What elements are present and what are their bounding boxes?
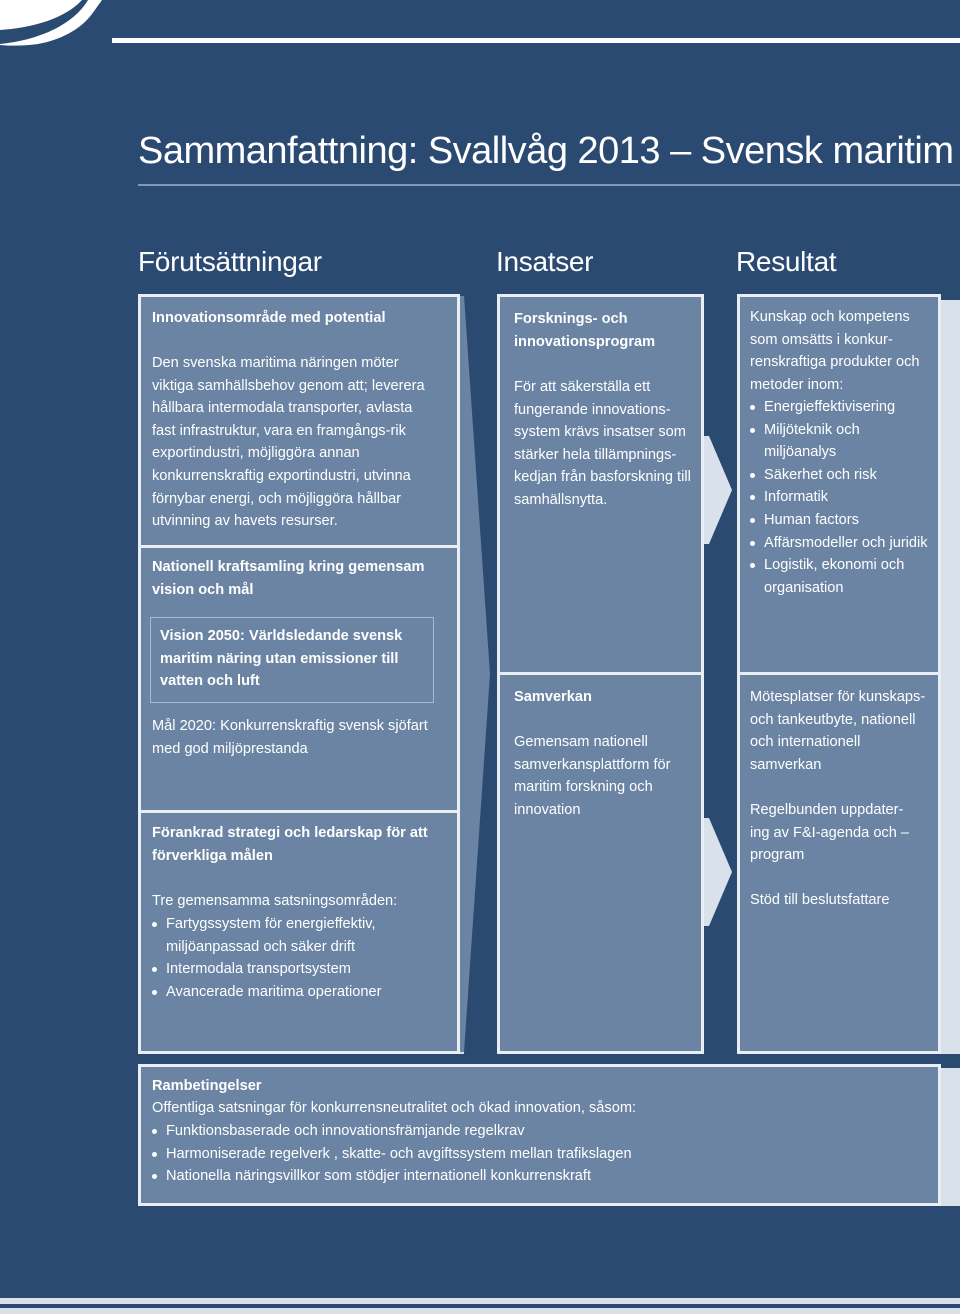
list-item: Energieffektivisering	[750, 396, 930, 419]
column-heading-insatser: Insatser	[496, 246, 594, 277]
goal-text: Mål 2020: Konkurrenskraftig svensk sjöfart med god miljöprestanda	[152, 718, 428, 757]
column-heading-resultat: Resultat	[736, 246, 837, 277]
list-item: Informatik	[750, 486, 930, 509]
result-beslutsfattare: Stöd till beslutsfattare	[750, 892, 890, 908]
section-heading-program: Forsknings- och innovationsprogram	[514, 311, 656, 350]
satsning-intro: Tre gemensamma satsningsområden:	[152, 893, 398, 909]
result-uppdatering: Regelbunden uppdater-ing av F&I-agenda och –program	[750, 802, 910, 864]
satsning-list	[152, 913, 392, 1003]
wave-logo	[0, 0, 960, 50]
section-heading-kraftsamling: Nationell kraftsamling kring gemensam vision och mål	[152, 559, 425, 598]
result-intro: Kunskap och kompetens som omsätts i konkur-renskraftiga produkter och metoder inom:	[750, 309, 920, 393]
list-item: Harmoniserade regelverk , skatte- och avgiftssystem mellan trafikslagen	[152, 1143, 912, 1166]
rambetingelser-heading: Rambetingelser	[152, 1078, 262, 1094]
col1-divider-1	[141, 545, 457, 548]
rambetingelser-intro: Offentliga satsningar för konkurrensneutralitet och ökad innovation, såsom:	[152, 1100, 637, 1116]
list-item: Human factors	[750, 509, 930, 532]
col2-divider	[500, 672, 701, 675]
list-item: Säkerhet och risk	[750, 464, 930, 487]
arrow-col1	[460, 296, 494, 1052]
vision-text: Vision 2050: Världsledande svensk maritim näring utan emissioner till vatten och luft	[160, 628, 403, 690]
list-item: Logistik, ekonomi och organisation	[750, 554, 930, 599]
col3-divider	[740, 672, 938, 675]
page-title: Sammanfattning: Svallvåg 2013 – Svensk maritim	[138, 130, 954, 172]
list-item: Miljöteknik och miljöanalys	[750, 419, 930, 464]
list-item: Fartygssystem för energieffektiv, miljöanpassad och säker drift	[152, 913, 392, 958]
bottom-stripe-1	[0, 1298, 960, 1304]
list-item: Avancerade maritima operationer	[152, 981, 392, 1004]
result-motesplatser: Mötesplatser för kunskaps- och tankeutbyte, nationell och internationell samverkan	[750, 689, 926, 773]
bottom-stripe-2	[0, 1308, 960, 1314]
list-item: Affärsmodeller och juridik	[750, 532, 930, 555]
section-text-innovationsomrade: Den svenska maritima näringen möter viktiga samhällsbehov genom att; leverera hållbara intermodala transporter, avlasta fast infrastruktur, vara en framgångs-rik exportindustri, möjliggöra annan konkurrenskraftig exportindustri, utvinna förnybar energi, och möjliggöra hållbar utvinning av havets resurser.	[152, 355, 425, 530]
rambetingelser-list	[152, 1120, 912, 1188]
arrow-col2-upper	[704, 436, 734, 544]
top-decoration	[0, 0, 960, 50]
section-heading-samverkan: Samverkan	[514, 689, 592, 705]
section-heading-strategi: Förankrad strategi och ledarskap för att förverkliga målen	[152, 825, 428, 864]
list-item: Nationella näringsvillkor som stödjer internationell konkurrenskraft	[152, 1165, 912, 1188]
section-text-samverkan: Gemensam nationell samverkansplattform för maritim forskning och innovation	[514, 734, 671, 818]
section-text-program: För att säkerställa ett fungerande innovations-system krävs insatser som stärker hela tillämpnings-kedjan från basforskning till samhällsnytta.	[514, 379, 691, 508]
result-list	[750, 396, 930, 599]
title-divider	[138, 184, 960, 186]
list-item: Intermodala transportsystem	[152, 958, 392, 981]
col1-divider-2	[141, 810, 457, 813]
column-heading-forutsattningar: Förutsättningar	[138, 246, 322, 277]
list-item: Funktionsbaserade och innovationsfrämjande regelkrav	[152, 1120, 912, 1143]
section-heading-innovationsomrade: Innovationsområde med potential	[152, 310, 386, 326]
arrow-col2-lower	[704, 818, 734, 926]
